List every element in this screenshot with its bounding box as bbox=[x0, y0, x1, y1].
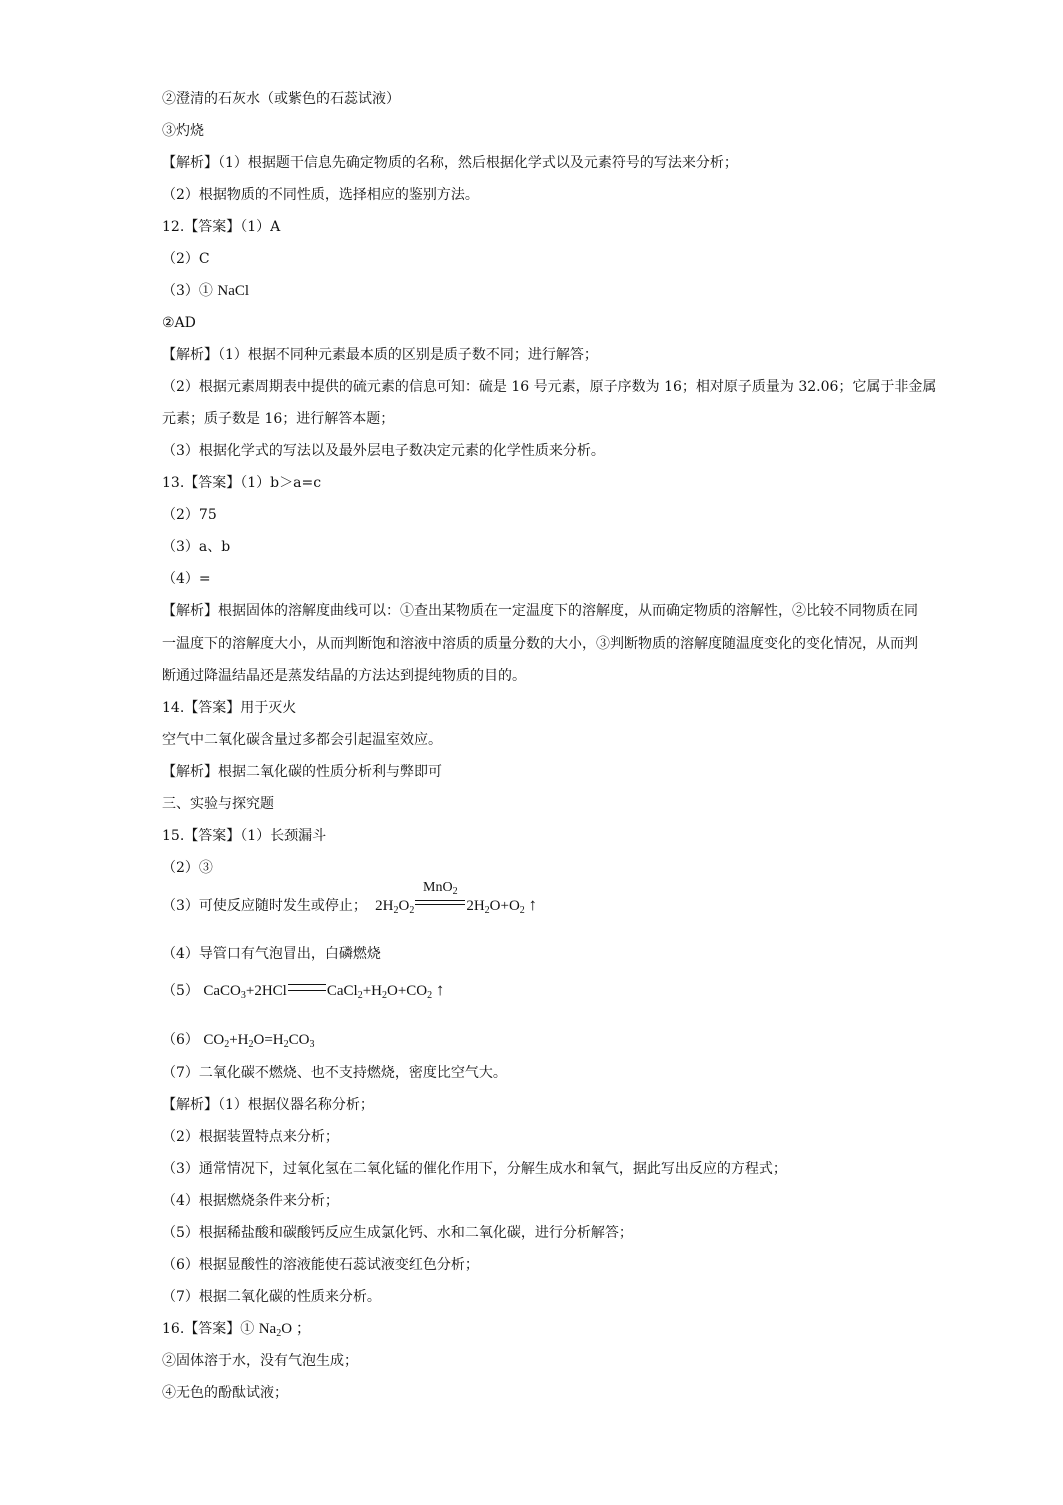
text-line: （2）C bbox=[162, 251, 210, 267]
reaction-condition: MnO$_2$ bbox=[415, 898, 465, 910]
text-line: 【解析】根据固体的溶解度曲线可以：①查出某物质在一定温度下的溶解度，从而确定物质的溶解性，②比较不同物质在同 bbox=[162, 603, 918, 619]
equation-caco3: CaCO$_3$+2HCl $CaCl_2+H_2O+CO_2$ ↑ bbox=[203, 980, 445, 1001]
text-line: 一温度下的溶解度大小，从而判断饱和溶液中溶质的质量分数的大小，③判断物质的溶解度随温度变化的变化情况，从而判 bbox=[162, 636, 918, 652]
text-line: 【解析】根据二氧化碳的性质分析利与弊即可 bbox=[162, 764, 442, 780]
equals-sign bbox=[288, 984, 326, 991]
up-arrow-icon: ↑ bbox=[528, 895, 538, 914]
text-line: （7）根据二氧化碳的性质来分析。 bbox=[162, 1289, 381, 1305]
text-line: 元素；质子数是 16；进行解答本题； bbox=[162, 411, 395, 427]
text-line: 14.【答案】用于灭火 bbox=[162, 700, 297, 716]
text-line: （4）= bbox=[162, 571, 211, 587]
text-line: （4）导管口有气泡冒出，白磷燃烧 bbox=[162, 946, 381, 962]
text-line: （4）根据燃烧条件来分析； bbox=[162, 1193, 339, 1209]
text-line: ③灼烧 bbox=[162, 123, 204, 139]
text-line: ②固体溶于水，没有气泡生成； bbox=[162, 1353, 358, 1369]
text-line: （7）二氧化碳不燃烧、也不支持燃烧，密度比空气大。 bbox=[162, 1065, 507, 1081]
text-line: （3）通常情况下，过氧化氢在二氧化锰的催化作用下，分解生成水和氧气，据此写出反应的方程式； bbox=[162, 1161, 787, 1177]
text-segment: （5） bbox=[162, 983, 199, 999]
text-line: （2）③ bbox=[162, 860, 213, 876]
text-line: 空气中二氧化碳含量过多都会引起温室效应。 bbox=[162, 732, 442, 748]
text-line bbox=[162, 1319, 311, 1339]
text-line: （2）75 bbox=[162, 507, 217, 523]
text-segment: （3）① bbox=[162, 283, 213, 299]
text-segment: （6） bbox=[162, 1032, 199, 1048]
equation-h2o2: $2H_2O_2$ MnO$_2$ $2H_2O+O_2$ ↑ bbox=[375, 880, 538, 916]
text-line: 15.【答案】（1）长颈漏斗 bbox=[162, 828, 327, 844]
text-line: 断通过降温结晶还是蒸发结晶的方法达到提纯物质的目的。 bbox=[162, 668, 526, 684]
text-line: （5）根据稀盐酸和碳酸钙反应生成氯化钙、水和二氧化碳，进行分析解答； bbox=[162, 1225, 633, 1241]
text-line: 13.【答案】（1）b＞a=c bbox=[162, 475, 322, 491]
text-line: （3）a、b bbox=[162, 539, 231, 555]
text-segment: 16.【答案】① bbox=[162, 1321, 255, 1337]
equation-co2-h2o: $CO_2+H_2O=H_2CO_3$ bbox=[203, 1032, 315, 1050]
text-line: （2）根据装置特点来分析； bbox=[162, 1129, 339, 1145]
text-line bbox=[162, 1030, 314, 1050]
formula-na2o: $Na_2O$ ； bbox=[258, 1321, 311, 1339]
text-line bbox=[162, 880, 538, 916]
text-line: 【解析】（1）根据仪器名称分析； bbox=[162, 1097, 374, 1113]
text-segment: （3）可使反应随时发生或停止； bbox=[162, 898, 367, 914]
text-line: 【解析】（1）根据题干信息先确定物质的名称，然后根据化学式以及元素符号的写法来分析； bbox=[162, 155, 738, 171]
text-line bbox=[162, 281, 249, 301]
text-line: （3）根据化学式的写法以及最外层电子数决定元素的化学性质来分析。 bbox=[162, 443, 605, 459]
text-line: 12.【答案】（1）A bbox=[162, 219, 281, 235]
text-line: ④无色的酚酞试液； bbox=[162, 1385, 288, 1401]
formula-nacl: NaCl bbox=[217, 283, 250, 299]
text-line: （2）根据元素周期表中提供的硫元素的信息可知：硫是 16 号元素，原子序数为 16；相对原子质量为 32.06；它属于非金属 bbox=[162, 379, 937, 395]
text-line: 【解析】（1）根据不同种元素最本质的区别是质子数不同；进行解答； bbox=[162, 347, 598, 363]
text-line: （6）根据显酸性的溶液能使石蕊试液变红色分析； bbox=[162, 1257, 479, 1273]
section-heading: 三、实验与探究题 bbox=[162, 796, 274, 812]
text-line bbox=[162, 980, 444, 1001]
text-line: ②澄清的石灰水（或紫色的石蕊试液） bbox=[162, 91, 400, 107]
text-line: ②AD bbox=[162, 315, 196, 331]
text-line: （2）根据物质的不同性质，选择相应的鉴别方法。 bbox=[162, 187, 479, 203]
up-arrow-icon: ↑ bbox=[435, 980, 445, 999]
